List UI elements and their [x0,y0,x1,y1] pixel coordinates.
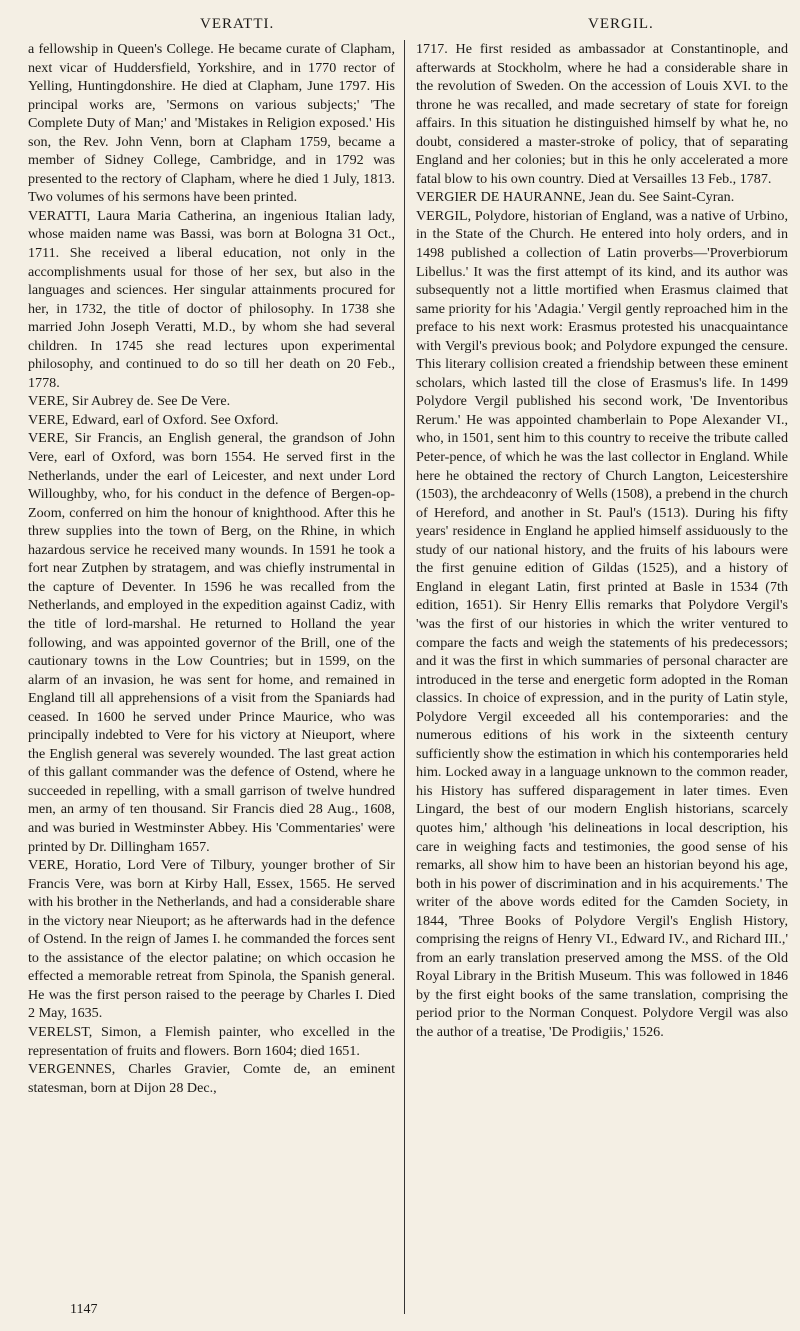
entry-continuation: 1717. He first resided as ambassador at Constantinople, and afterwards at Stockholm, where he had a considerable share in the revolution of Sweden. On the accession of Louis XVI. to the throne he was recalled, and made secretary of state for foreign affairs. In this situation he distinguished himself by what he, no doubt, considered a master-stroke of policy, that of separating England and her colonies; but in this he only accelerated a more fatal blow to his own country. Died at Versailles 13 Feb., 1787. [416,41,788,187]
right-column [416,40,788,1042]
column-divider [404,40,405,1314]
entry-veratti-laura: VERATTI, Laura Maria Catherina, an ingenious Italian lady, whose maiden name was Bassi, was born at Bologna 31 Oct., 1711. She received a liberal education, not only in the accomplishments usual for those of her sex, but also in the languages and sciences. Her singular attainments procured for her, in 1732, the title of doctor of philosophy. In 1738 she married John Joseph Veratti, M.D., by whom she had several children. In 1745 she read lectures upon experimental philosophy, and continued to do so till her death on 20 Feb., 1778. [28,207,395,391]
entry-vere-aubrey: VERE, Sir Aubrey de. See De Vere. [28,393,231,410]
entry-vere-edward: VERE, Edward, earl of Oxford. See Oxford. [28,411,279,428]
entry-vere-francis: VERE, Sir Francis, an English general, the grandson of John Vere, earl of Oxford, was born 1554. He served first in the Netherlands, under the earl of Leicester, and next under Lord Willoughby, who, for his conduct in the defence of Bergen-op-Zoom, conferred on him the honour of knighthood. After this he threw supplies into the town of Berg, on the Rhine, in which hazardous service he received many wounds. In 1591 he took a fort near Zutphen by stratagem, and was chiefly instrumental in the capture of Deventer. In 1596 he was recalled from the Netherlands, and employed in the expedition against Cadiz, with the title of lord-marshal. He returned to Holland the year following, and was appointed governor of the Brill, one of the cautionary towns in the Low Countries; but in 1599, on the alarm of an invasion, he was sent for home, and remained in England till all apprehensions of a visit from the Spaniards had ceased. In 1600 he served under Prince Maurice, who was principally indebted to Vere for his victory at Nieuport, where the English general was severely wounded. The last great action of this gallant commander was the defence of Ostend, where he succeeded in repelling, with a small garrison of twelve hundred men, an army of ten thousand. Sir Francis died 28 Aug., 1608, and was buried in Westminster Abbey. His 'Commentaries' were printed by Dr. Dillingham 1657. [28,430,395,855]
page-number: 1147 [70,1302,98,1317]
running-head [0,10,800,38]
entry-vere-horatio: VERE, Horatio, Lord Vere of Tilbury, younger brother of Sir Francis Vere, was born at Kirby Hall, Essex, 1565. He served with his brother in the Netherlands, and had a considerable share in the victory near Nieuport; as he afterwards had in the defence of Ostend. In the reign of James I. he commanded the forces sent to the assistance of the elector palatine; on which occasion he effected a memorable retreat from Spinola, the Spanish general. He was the first person raised to the peerage by Charles I. Died 2 May, 1635. [28,857,395,1022]
running-head-left: VERATTI. [200,16,275,32]
running-head-right: VERGIL. [588,16,654,32]
entry-vergennes-charles: VERGENNES, Charles Gravier, Comte de, an eminent statesman, born at Dijon 28 Dec., [28,1061,395,1096]
entry-continuation: a fellowship in Queen's College. He became curate of Clapham, next vicar of Huddersfield, Yorkshire, and in 1770 rector of Yelling, Huntingdonshire. He died at Clapham, June 1797. His principal works are, 'Sermons on various subjects;' 'The Complete Duty of Man;' and 'Mistakes in Religion exposed.' His son, the Rev. John Venn, born at Clapham 1759, became a member of Sidney College, Cambridge, and in 1792 was presented to the rectory of Clapham, where he died 1 July, 1813. Two volumes of his sermons have been printed. [28,41,395,206]
left-column [28,40,395,1097]
entry-vergil-polydore: VERGIL, Polydore, historian of England, was a native of Urbino, in the State of the Church. He entered into holy orders, and in 1498 published a collection of Latin proverbs—'Proverbiorum Libellus.' It was the first attempt of its kind, and its author was subsequently not a little mortified when Erasmus claimed that same priority for his 'Adagia.' Vergil gently reproached him in the preface to his next work: Erasmus protested his unacquaintance with Vergil's previous book; and Polydore expunged the censure. This literary collision created a friendship between these eminent scholars, which lasted till the close of Erasmus's life. In 1499 Polydore Vergil published his second work, 'De Inventoribus Rerum.' He was appointed chamberlain to Pope Alexander VI., who, in 1501, sent him to this country to receive the tribute called Peter-pence, of which he was the last collector in England. While here he obtained the rectory of Church Langton, Leicestershire (1503), the archdeaconry of Wells (1508), a prebend in the church of Hereford, and another in St. Paul's (1513). During his fifty years' residence in England he applied himself assiduously to the study of our national history, and the fruits of his labours were the first genuine edition of Gildas (1525), and a history of England in elegant Latin, first printed at Basle in 1534 (7th edition, 1651). Sir Henry Ellis remarks that Polydore Vergil's 'was the first of our histories in which the writer ventured to compare the facts and weigh the statements of his predecessors; and it was the first in which summaries of personal character are introduced in the terse and energetic form adopted in the Roman classics. In choice of expression, and in the purity of Latin style, Polydore Vergil exceeded all his contemporaries: and the numerous editions of his work in the sixteenth century sufficiently show the estimation in which his contemporaries held him. Locked away in a language unknown to the common reader, his History has suffered disparagement in later times. Even Lingard, the best of our modern English historians, scarcely quotes him,' although 'his delineations in local description, his care in weighing facts and testimonies, the good sense of his remarks, all show him to have been an historian beyond his age, both in his power of discrimination and in his acquirements.' The writer of the above words edited for the Camden Society, in 1844, 'Three Books of Polydore Vergil's English History, comprising the reigns of Henry VI., Edward IV., and Richard III.,' from an early translation preserved among the MSS. of the Old Royal Library in the British Museum. This was followed in 1846 by the first eight books of the same translation, comprising the period prior to the Norman Conquest. Polydore Vergil was also the author of a treatise, 'De Prodigiis,' 1526. [416,207,788,1040]
entry-verelst-simon: VERELST, Simon, a Flemish painter, who excelled in the representation of fruits and flowers. Born 1604; died 1651. [28,1023,395,1059]
entry-vergier-de-hauranne: VERGIER DE HAURANNE, Jean du. See Saint-Cyran. [416,189,735,206]
